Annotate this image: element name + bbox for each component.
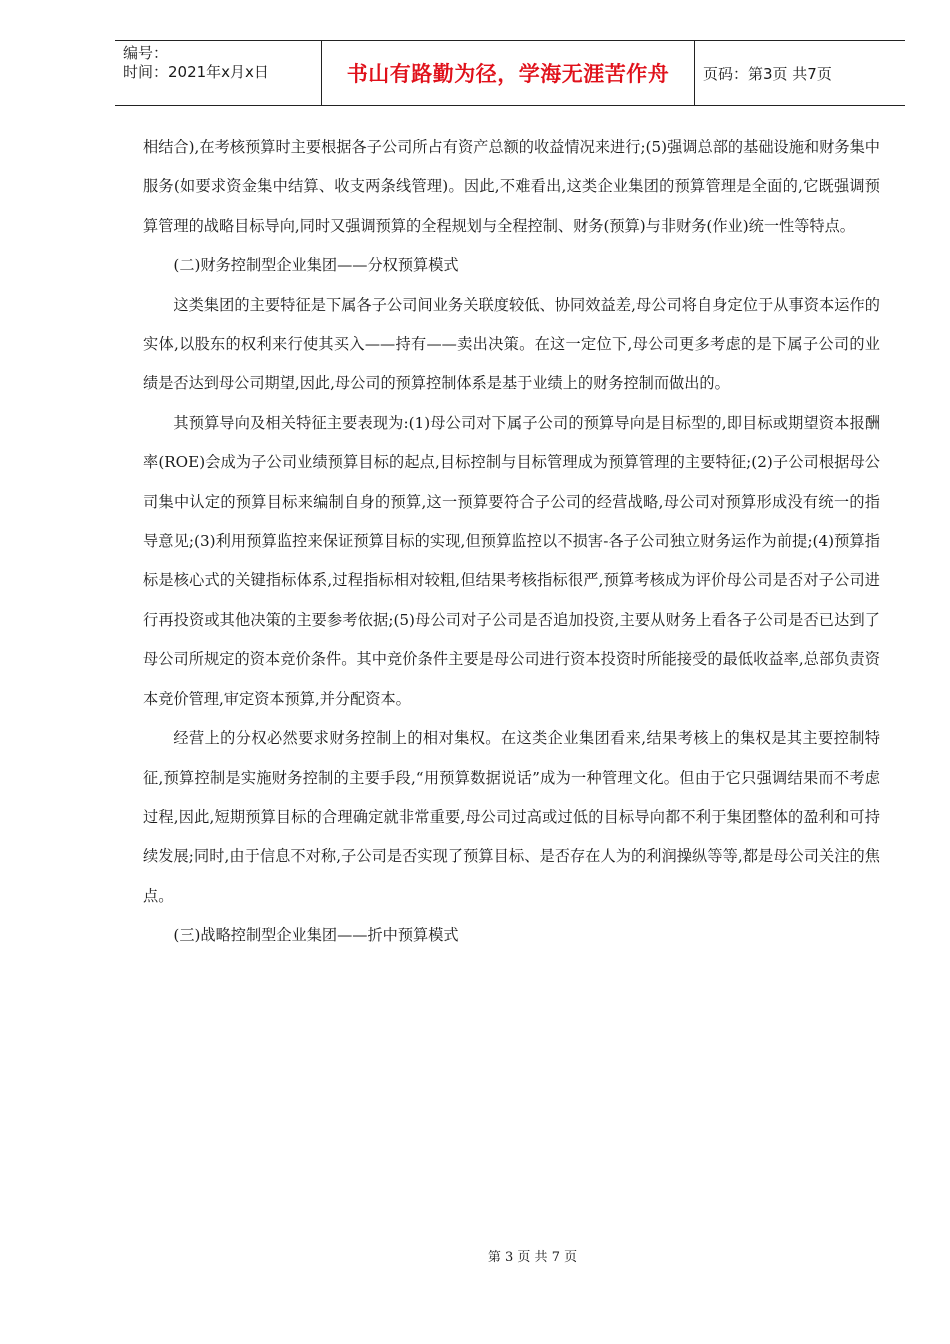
header-page-cell [695,41,906,106]
body-paragraph: 这类集团的主要特征是下属各子公司间业务关联度较低、协同效益差,母公司将自身定位于从事资本运作的实体,以股东的权利来行使其买入——持有——卖出决策。在这一定位下,母公司更多考虑的是下属子公司的业绩是否达到母公司期望,因此,母公司的预算控制体系是基于业绩上的财务控制而做出的。 [143,295,880,393]
document-number-label: 编号： [123,44,169,62]
document-body [143,128,880,956]
header-motto: 书山有路勤为径，学海无涯苦作舟 [346,62,670,86]
header-motto-cell [322,41,695,106]
page-header [115,40,905,106]
body-paragraph: 经营上的分权必然要求财务控制上的相对集权。在这类企业集团看来,结果考核上的集权是其主要控制特征,预算控制是实施财务控制的主要手段,“用预算数据说话”成为一种管理文化。但由于它只强调结果而不考虑过程,因此,短期预算目标的合理确定就非常重要,母公司过高或过低的目标导向都不利于集团整体的盈利和可持续发展;同时,由于信息不对称,子公司是否实现了预算目标、是否存在人为的利润操纵等等,都是母公司关注的焦点。 [143,729,880,905]
body-paragraph: 其预算导向及相关特征主要表现为:(1)母公司对下属子公司的预算导向是目标型的,即目标或期望资本报酬率(ROE)会成为子公司业绩预算目标的起点,目标控制与目标管理成为预算管理的主要特征;(2)子公司根据母公司集中认定的预算目标来编制自身的预算,这一预算要符合子公司的经营战略,母公司对预算形成没有统一的指导意见;(3)利用预算监控来保证预算目标的实现,但预算监控以不损害-各子公司独立财务运作为前提;(4)预算指标是核心式的关键指标体系,过程指标相对较粗,但结果考核指标很严,预算考核成为评价母公司是否对子公司进行再投资或其他决策的主要参考依据;(5)母公司对子公司是否追加投资,主要从财务上看各子公司是否已达到了母公司所规定的资本竞价条件。其中竞价条件主要是母公司进行资本投资时所能接受的最低收益率,总部负责资本竞价管理,审定资本预算,并分配资本。 [143,413,880,708]
page-footer [0,1246,950,1265]
body-paragraph: 相结合),在考核预算时主要根据各子公司所占有资产总额的收益情况来进行;(5)强调总部的基础设施和财务集中服务(如要求资金集中结算、收支两条线管理)。因此,不难看出,这类企业集团的预算管理是全面的,它既强调预算管理的战略目标导向,同时又强调预算的全程规划与全程控制、财务(预算)与非财务(作业)统一性等特点。 [143,138,880,235]
header-page-info: 页码：第3页 共7页 [703,64,832,83]
section-heading: (三)战略控制型企业集团——折中预算模式 [173,926,459,945]
header-meta-cell [115,41,322,106]
footer-page-number: 第 3 页 共 7 页 [487,1250,578,1265]
section-heading: (二)财务控制型企业集团——分权预算模式 [173,256,459,275]
document-date: 时间：2021年x月x日 [123,63,269,81]
